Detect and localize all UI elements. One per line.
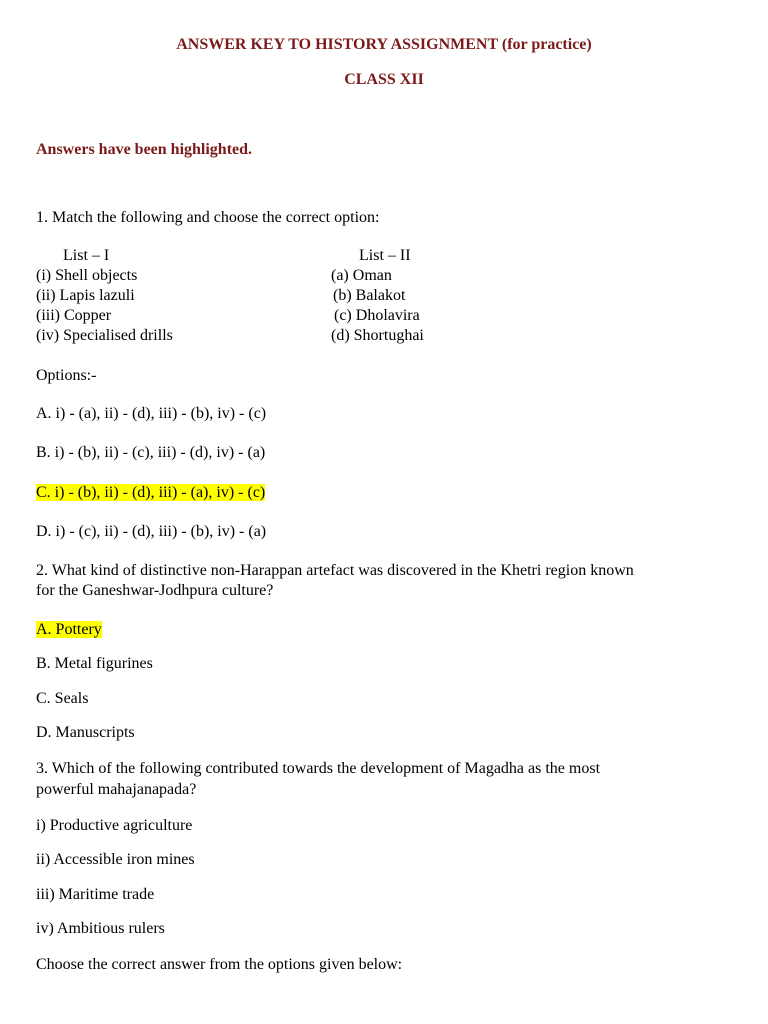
list1-item: (iii) Copper [36, 307, 112, 324]
answer-highlight: C. i) - (b), ii) - (d), iii) - (a), iv) - (c) [36, 484, 266, 501]
q1-answer-option [36, 483, 265, 503]
q3-item: iii) Maritime trade [36, 886, 155, 903]
q2-option: C. Seals [36, 690, 89, 707]
answer-highlight: A. Pottery [36, 621, 102, 638]
highlight-note: Answers have been highlighted. [36, 141, 253, 158]
q1-option: A. i) - (a), ii) - (d), iii) - (b), iv) - (c) [36, 405, 267, 422]
list1-item: (i) Shell objects [36, 267, 138, 284]
q1-option: D. i) - (c), ii) - (d), iii) - (b), iv) - (a) [36, 523, 267, 540]
q3-question: 3. Which of the following contributed towards the development of Magadha as the most [36, 760, 601, 777]
q2-answer-option [36, 620, 102, 640]
list2-item: (b) Balakot [333, 287, 406, 304]
q3-item: ii) Accessible iron mines [36, 851, 195, 868]
list1-header: List – I [63, 247, 110, 264]
q3-item: iv) Ambitious rulers [36, 920, 165, 937]
q2-question: 2. What kind of distinctive non-Harappan artefact was discovered in the Khetri region known [36, 562, 634, 579]
q3-question-cont: powerful mahajanapada? [36, 781, 197, 798]
list2-item: (c) Dholavira [334, 307, 420, 324]
q1-option: B. i) - (b), ii) - (c), iii) - (d), iv) - (a) [36, 444, 266, 461]
list2-item: (d) Shortughai [331, 327, 424, 344]
q2-option: D. Manuscripts [36, 724, 135, 741]
list1-item: (ii) Lapis lazuli [36, 287, 135, 304]
list2-item: (a) Oman [331, 267, 392, 284]
document-title: ANSWER KEY TO HISTORY ASSIGNMENT (for practice) [176, 36, 592, 53]
q2-option: B. Metal figurines [36, 655, 153, 672]
q2-question-cont: for the Ganeshwar-Jodhpura culture? [36, 582, 274, 599]
q1-question: 1. Match the following and choose the correct option: [36, 209, 380, 226]
list1-item: (iv) Specialised drills [36, 327, 173, 344]
class-label: CLASS XII [344, 71, 424, 88]
options-label: Options:- [36, 367, 97, 384]
list2-header: List – II [359, 247, 411, 264]
q3-item: i) Productive agriculture [36, 817, 193, 834]
q3-instruction: Choose the correct answer from the options given below: [36, 956, 403, 973]
